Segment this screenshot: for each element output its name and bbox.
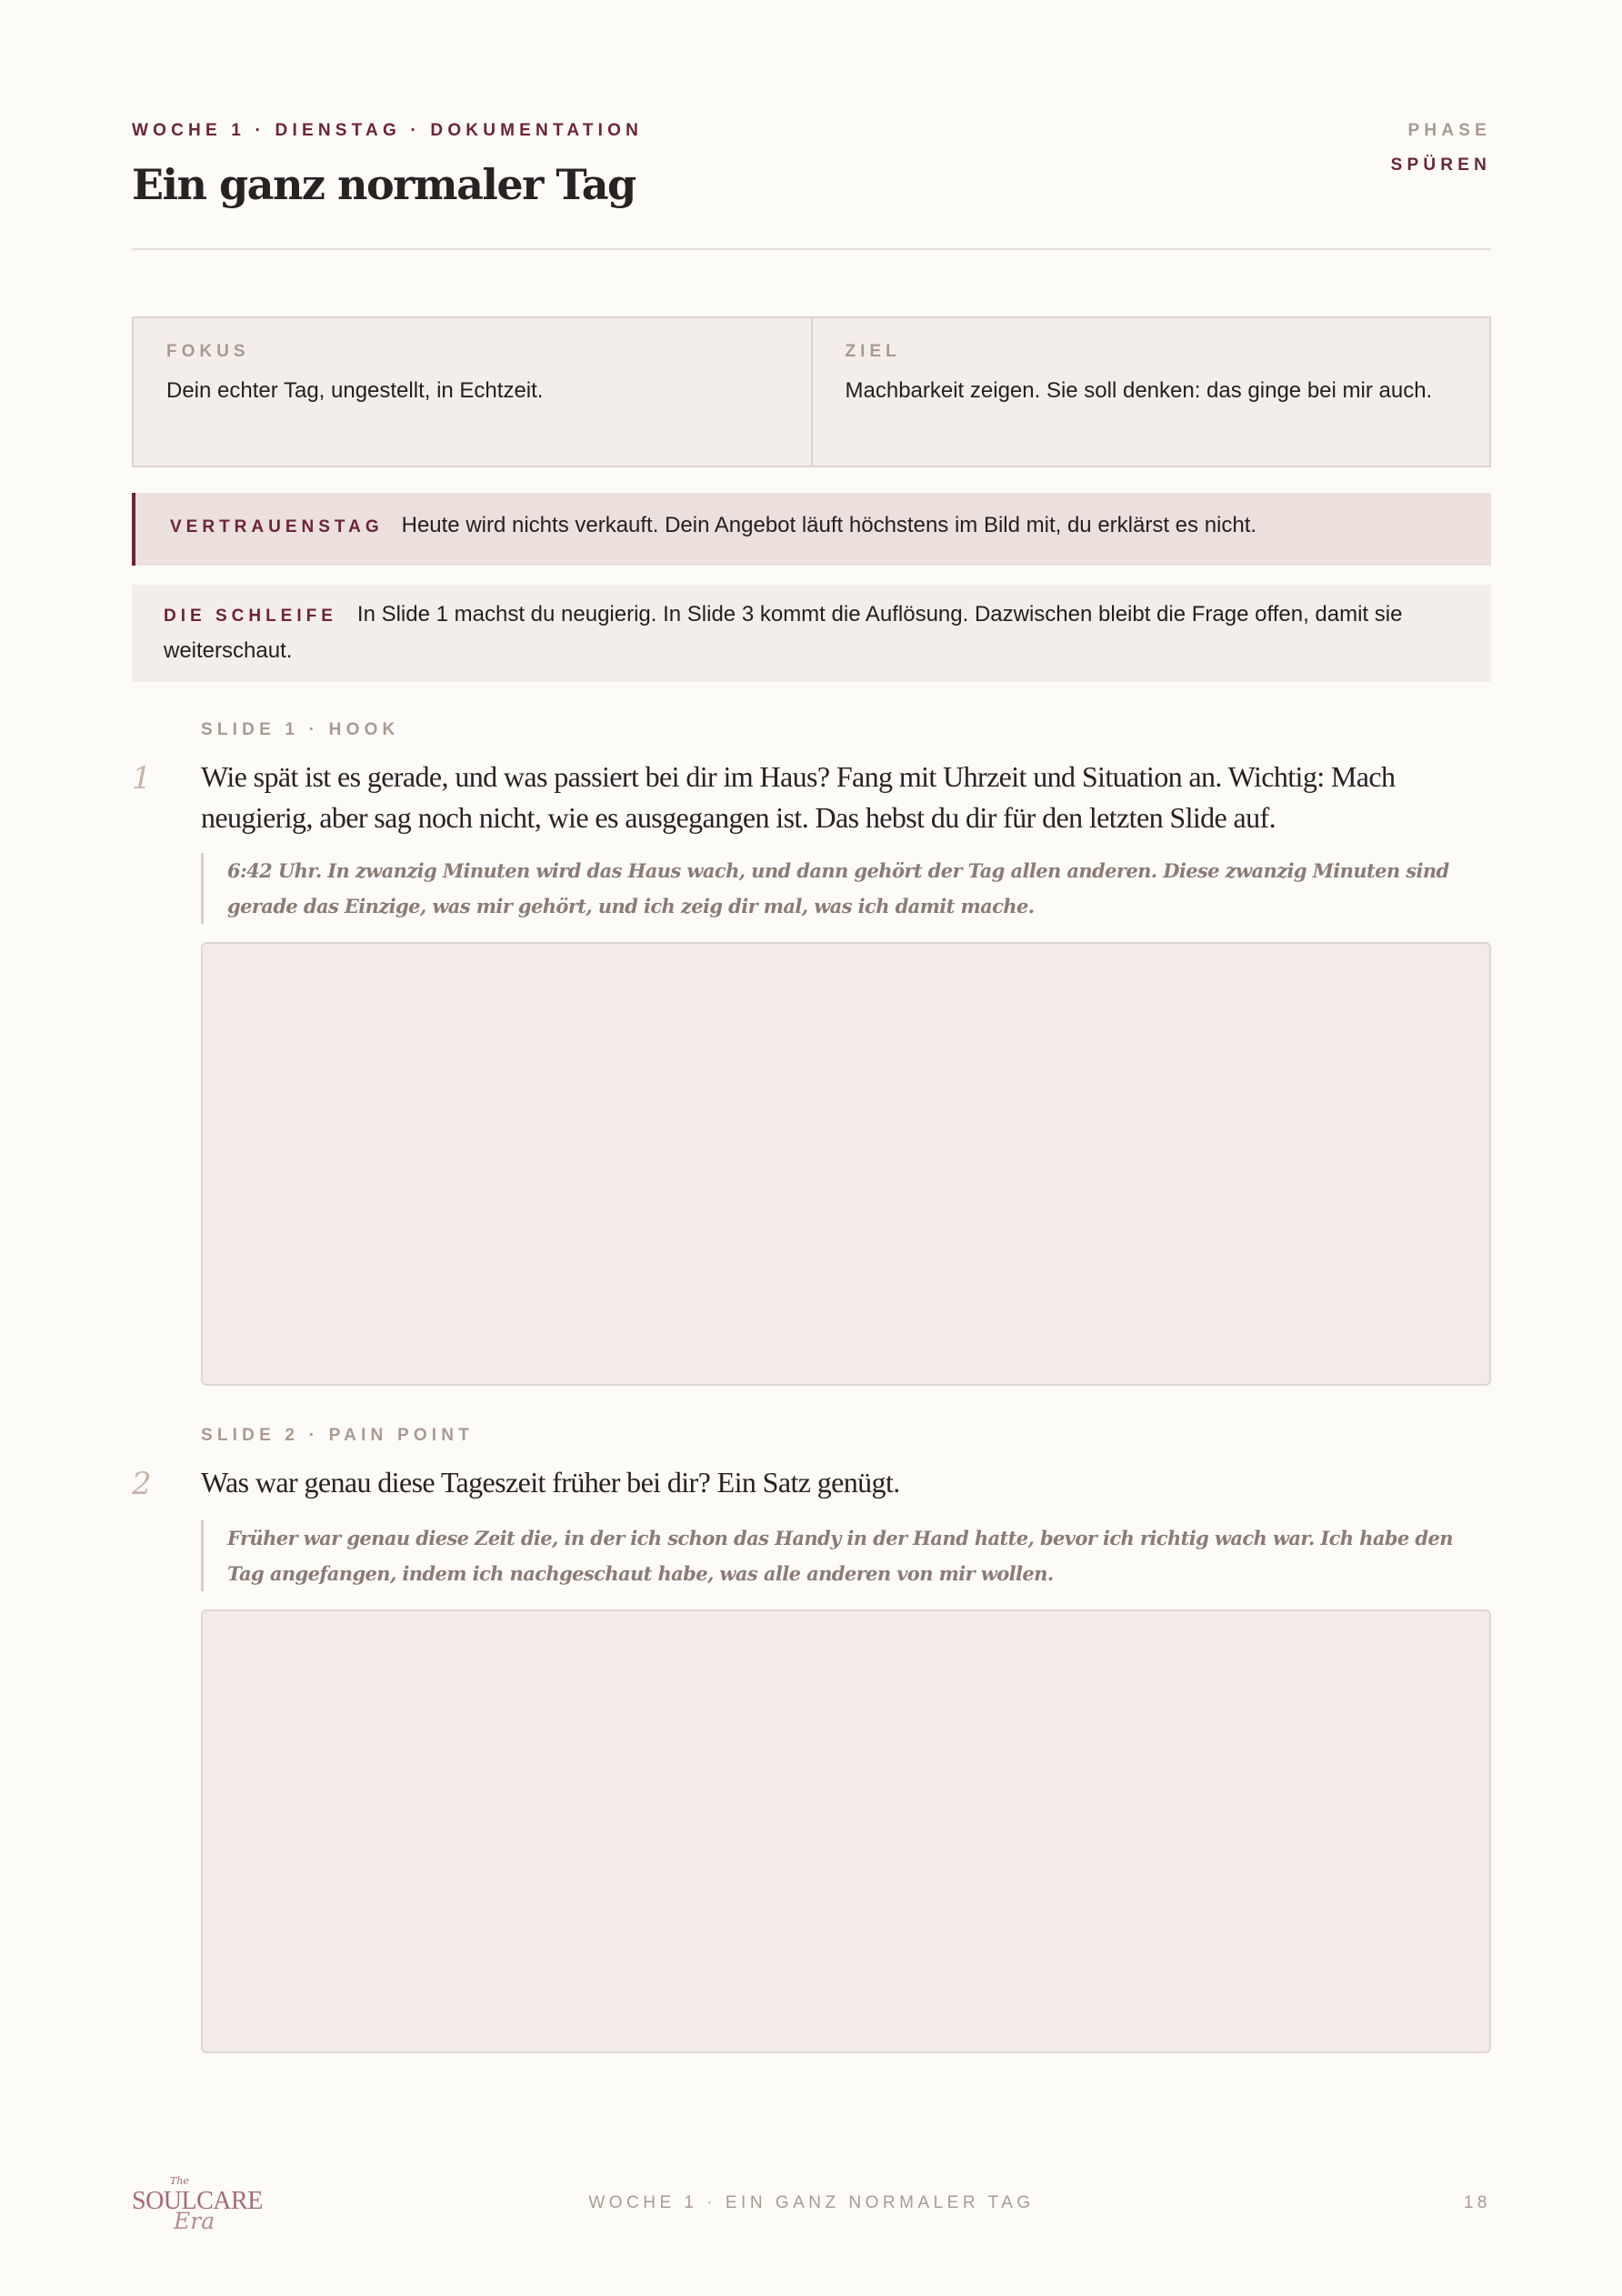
phase-indicator — [1391, 121, 1491, 175]
goal-label: ZIEL — [845, 342, 901, 361]
slide-prompt: Wie spät ist es gerade, und was passiert bei dir im Haus? Fang mit Uhrzeit und Situation an. Wichtig: Mach neugierig, aber sag noch nicht, wie es ausgegangen ist. Das hebst du dir für den letzten Slide auf. — [201, 760, 1396, 834]
slide-number: 2 — [132, 1466, 152, 1502]
focus-text: Dein echter Tag, ungestellt, in Echtzeit. — [166, 378, 544, 403]
slide-prompt: Was war genau diese Tageszeit früher bei dir? Ein Satz genügt. — [201, 1466, 900, 1499]
trust-day-text: Heute wird nichts verkauft. Dein Angebot läuft höchstens im Bild mit, du erklärst es nicht. — [401, 513, 1257, 537]
logo-the: The — [170, 2175, 189, 2187]
slide-example: 6:42 Uhr. In zwanzig Minuten wird das Haus wach, und dann gehört der Tag allen anderen. Diese zwanzig Minuten sind gerade das Einzige, was mir gehört, und ich zeig dir mal, was ich damit mache. — [201, 853, 1474, 924]
phase-value: SPÜREN — [1390, 155, 1491, 175]
phase-label: PHASE — [1407, 121, 1491, 140]
logo-wordmark: SOULCARE — [132, 2187, 263, 2215]
goal-cell — [811, 318, 1490, 466]
trust-day-callout — [132, 493, 1491, 566]
page-title: Ein ganz normaler Tag — [132, 160, 636, 209]
answer-field[interactable] — [201, 1609, 1491, 2053]
logo-era: Era — [174, 2208, 215, 2234]
section-kicker: WOCHE 1 · DIENSTAG · DOKUMENTATION — [132, 121, 644, 140]
footer-title: WOCHE 1 · EIN GANZ NORMALER TAG — [588, 2193, 1035, 2212]
slide-label: SLIDE 2 · PAIN POINT — [201, 1426, 475, 1445]
goal-text: Machbarkeit zeigen. Sie soll denken: das ginge bei mir auch. — [845, 378, 1433, 403]
answer-field[interactable] — [201, 942, 1491, 1386]
slide-label: SLIDE 1 · HOOK — [201, 720, 400, 739]
loop-text: In Slide 1 machst du neugierig. In Slide 3 kommt die Auflösung. Dazwischen bleibt die Frage offen, damit sie weiterschaut. — [164, 602, 1403, 663]
trust-day-label: VERTRAUENSTAG — [170, 517, 384, 536]
focus-label: FOKUS — [166, 342, 250, 361]
loop-label: DIE SCHLEIFE — [164, 607, 337, 626]
worksheet-page — [132, 0, 1491, 2296]
focus-cell — [134, 318, 811, 466]
header-divider — [132, 248, 1491, 250]
page-number: 18 — [1463, 2193, 1491, 2212]
loop-callout — [132, 585, 1491, 682]
focus-goal-box — [132, 316, 1491, 467]
slide-number: 1 — [132, 760, 152, 797]
slide-example: Früher war genau diese Zeit die, in der ich schon das Handy in der Hand hatte, bevor ich richtig wach war. Ich habe den Tag angefangen, indem ich nachgeschaut habe, was alle anderen von mir wollen. — [201, 1520, 1474, 1591]
